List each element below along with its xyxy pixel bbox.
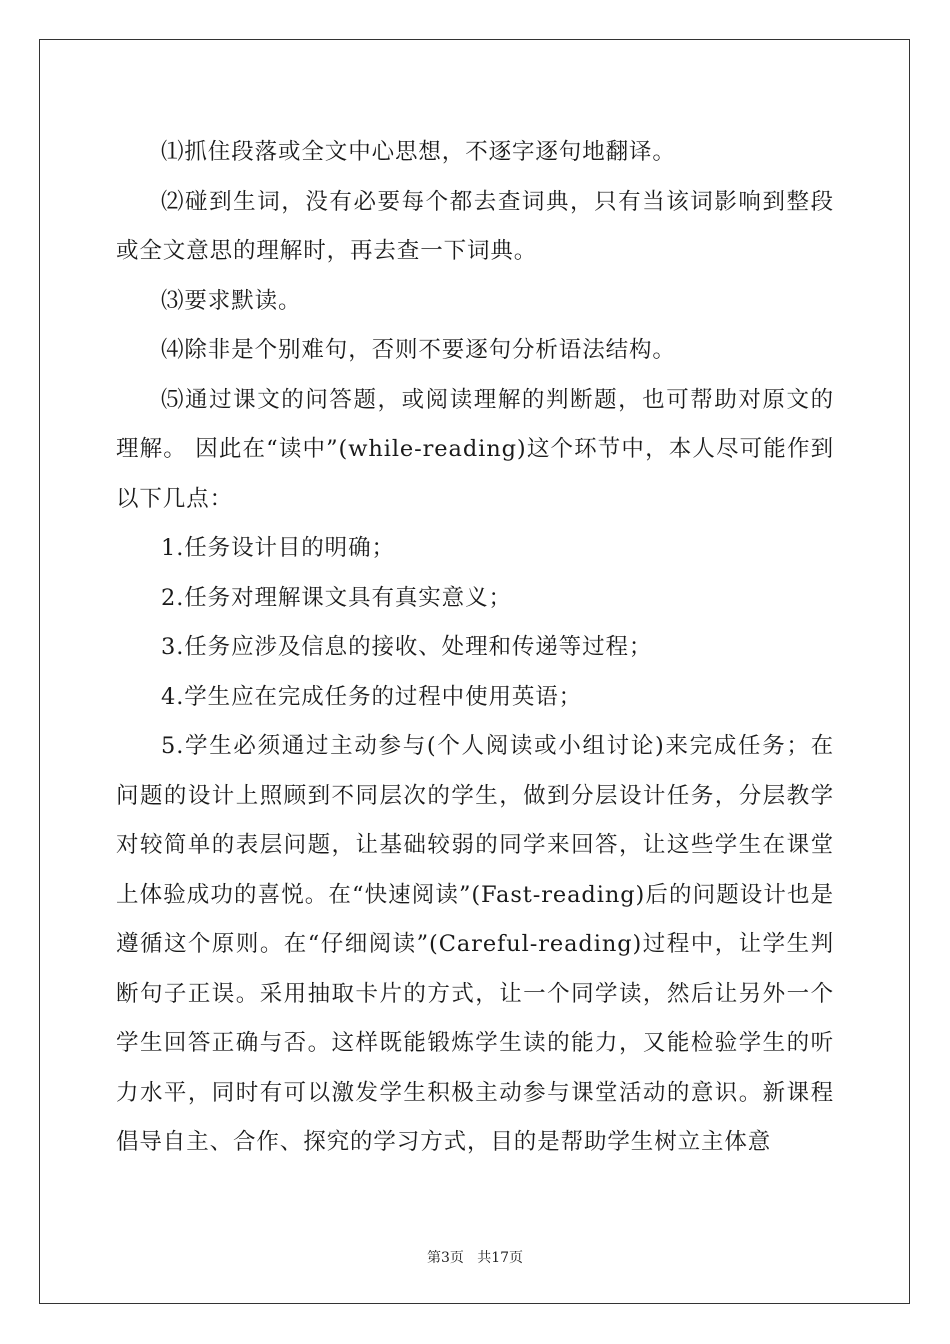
list-item-4: 4.学生应在完成任务的过程中使用英语； xyxy=(161,683,583,710)
paragraph-5: ⑸通过课文的问答题，或阅读理解的判断题，也可帮助对原文的理解。 因此在“读中”(while-reading)这个环节中，本人尽可能作到以下几点： xyxy=(116,386,834,512)
document-body xyxy=(116,128,834,1168)
list-item-2: 2.任务对理解课文具有真实意义； xyxy=(161,584,512,611)
list-item-5: 5.学生必须通过主动参与(个人阅读或小组讨论)来完成任务；在问题的设计上照顾到不同层次的学生，做到分层设计任务，分层教学对较简单的表层问题，让基础较弱的同学来回答，让这些学生在课堂上体验成功的喜悦。在“快速阅读”(Fast-reading)后的问题设计也是遵循这个原则。在“仔细阅读”(Careful-reading)过程中，让学生判断句子正误。采用抽取卡片的方式，让一个同学读，然后让另外一个学生回答正确与否。这样既能锻炼学生读的能力，又能检验学生的听力水平，同时有可以激发学生积极主动参与课堂活动的意识。新课程倡导自主、合作、探究的学习方式，目的是帮助学生树立主体意 xyxy=(116,733,834,1155)
paragraph-1: ⑴抓住段落或全文中心思想，不逐字逐句地翻译。 xyxy=(161,139,676,165)
paragraph-4: ⑷除非是个别难句，否则不要逐句分析语法结构。 xyxy=(161,337,676,363)
list-item-3: 3.任务应涉及信息的接收、处理和传递等过程； xyxy=(161,634,653,660)
paragraph-3: ⑶要求默读。 xyxy=(161,287,302,314)
page-number-footer: 第3页 共17页 xyxy=(426,1250,524,1266)
paragraph-2: ⑵碰到生词，没有必要每个都去查词典，只有当该词影响到整段或全文意思的理解时，再去查一下词典。 xyxy=(116,188,834,264)
list-item-1: 1.任务设计目的明确； xyxy=(161,535,395,561)
